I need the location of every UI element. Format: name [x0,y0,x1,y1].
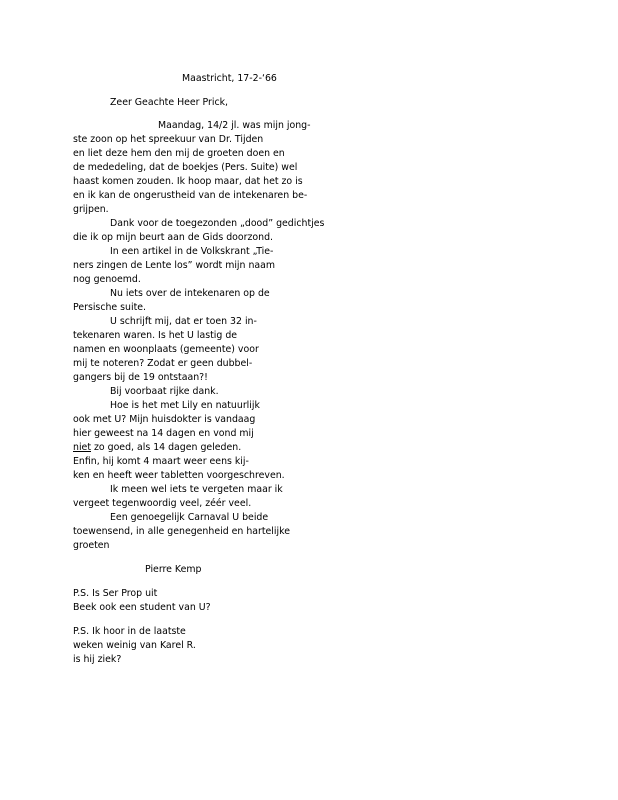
body-line: Dank voor de toegezonden „dood” gedichtjes [110,218,325,229]
body-line: U schrijft mij, dat er toen 32 in- [110,316,257,327]
body-line: nog genoemd. [73,274,141,285]
body-line: Ik meen wel iets te vergeten maar ik [110,484,283,495]
body-line: ook met U? Mijn huisdokter is vandaag [73,414,256,425]
body-line: In een artikel in de Volkskrant „Tie- [110,246,274,257]
body-line: Hoe is het met Lily en natuurlijk [110,400,260,411]
underlined-word: niet [73,442,91,453]
body-line-rest: zo goed, als 14 dagen geleden. [91,442,242,453]
salutation: Zeer Geachte Heer Prick, [110,97,229,108]
postscript-2-line: is hij ziek? [73,654,122,665]
body-line: Maandag, 14/2 jl. was mijn jong- [158,120,311,131]
body-line: en ik kan de ongerustheid van de intekenaren be- [73,190,308,201]
body-line [73,441,241,455]
body-line: die ik op mijn beurt aan de Gids doorzond. [73,232,274,243]
body-line: haast komen zouden. Ik hoop maar, dat het zo is [73,176,303,187]
body-line: Een genoegelijk Carnaval U beide [110,512,269,523]
body-line: Bij voorbaat rijke dank. [110,386,219,397]
body-line: ste zoon op het spreekuur van Dr. Tijden [73,134,264,145]
body-line: toewensend, in alle genegenheid en hartelijke [73,526,290,537]
place-date: Maastricht, 17-2-‘66 [182,73,277,84]
body-line: vergeet tegenwoordig veel, zéér veel. [73,498,252,509]
postscript-2-line: P.S. Ik hoor in de laatste [73,626,186,637]
body-line: mij te noteren? Zodat er geen dubbel- [73,358,253,369]
body-line: ners zingen de Lente los” wordt mijn naam [73,260,276,271]
body-line: de mededeling, dat de boekjes (Pers. Suite) wel [73,162,298,173]
body-line: groeten [73,540,110,551]
body-line: gangers bij de 19 ontstaan?! [73,372,208,383]
body-line: Nu iets over de intekenaren op de [110,288,270,299]
body-line: Persische suite. [73,302,147,313]
body-line: ken en heeft weer tabletten voorgeschreven. [73,470,285,481]
body-line: hier geweest na 14 dagen en vond mij [73,428,254,439]
body-line: namen en woonplaats (gemeente) voor [73,344,259,355]
postscript-1-line: Beek ook een student van U? [73,602,211,613]
postscript-2-line: weken weinig van Karel R. [73,640,196,651]
body-line: tekenaren waren. Is het U lastig de [73,330,238,341]
body-line: Enfin, hij komt 4 maart weer eens kij- [73,456,249,467]
signature: Pierre Kemp [145,564,202,575]
body-line: grijpen. [73,204,109,215]
postscript-1-line: P.S. Is Ser Prop uit [73,588,158,599]
body-line: en liet deze hem den mij de groeten doen en [73,148,285,159]
